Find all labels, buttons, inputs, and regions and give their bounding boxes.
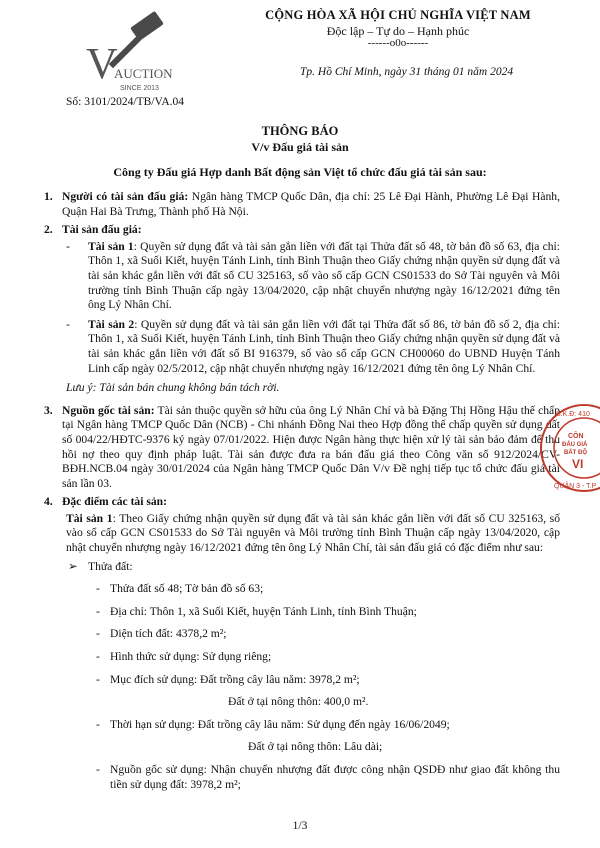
section-3-text: Tài sản thuộc quyền sở hữu của ông Lý Nhân Chí và bà Đặng Thị Hồng Hậu thế chấp tại Ngân hàng TMCP Quốc Dân (NCB) - Chi nhánh Đồng Nai theo Hợp đồng thế chấp quyền sử dụng đất số 004/22/HĐTC-9376 ký ngày 07/01/2022. Hiện được Ngân hàng thực hiện xử lý tài sản bảo đảm để thu hồi nợ theo quy định pháp luật. Tài sản được đưa ra bán đấu giá theo Công văn số 912/2024/CV-BĐH.NCB.04 ngày 30/01/2024 của Ngân hàng TMCP Quốc Dân V/v Đề nghị tiếp tục tổ chức đấu giá tài sản lần 03. (62, 403, 560, 490)
land-heading (44, 560, 560, 575)
company-seal (538, 402, 600, 494)
section-2-number: 2. (44, 223, 53, 237)
dateline: Tp. Hồ Chí Minh, ngày 31 tháng 01 năm 2024 (300, 66, 514, 78)
asset-2-label: Tài sản 2 (88, 317, 135, 331)
section-4-number: 4. (44, 495, 53, 509)
intro-label: Tài sản 1 (66, 511, 113, 525)
section-4-intro (44, 512, 560, 556)
svg-text:BẤT ĐỘ: BẤT ĐỘ (564, 450, 587, 456)
logo-mark: V (86, 39, 118, 88)
logo-since: SINCE 2013 (120, 85, 159, 92)
land-heading-text: Thửa đất: (88, 559, 133, 573)
land-item-6: - Thời hạn sử dụng: Đất trồng cây lâu năm: Sử dụng đến ngày 16/06/2049; (96, 717, 450, 731)
land-item-6-cont: Đất ở tại nông thôn: Lâu dài; (248, 740, 383, 754)
page-number: 1/3 (292, 820, 308, 832)
svg-text:CÔN: CÔN (568, 433, 584, 440)
intro-text: : Theo Giấy chứng nhận quyền sử dụng đất và tài sản khác gắn liền với đất số CU 325163, số vào sổ cấp GCN CS01533 do Sở Tài nguyên và Môi trường tỉnh Bình Thuận cấp ngày 13/04/2020, cập nhật chuyển nhượng ngày 16/12/2021 đứng tên ông Lý Nhân Chí, tài sản đấu giá có đặc điểm như sau: (66, 511, 560, 555)
land-item-7: - Nguồn gốc sử dụng: Nhận chuyển nhượng đất được công nhận QSDĐ như giao đất không thu tiền sử dụng đất: 3978,2 m²; (96, 763, 560, 791)
document-number: Số: 3101/2024/TB/VA.04 (66, 96, 184, 108)
asset-2-text: : Quyền sử dụng đất và tài sản gắn liền với đất tại Thửa đất số 86, tờ bản đồ số 2, địa chỉ: Thôn 1, xã Suối Kiết, huyện Tánh Linh, tỉnh Bình Thuận theo Giấy chứng nhận quyền sử dụng đất và tài sản khác gắn liền với đất số BI 916379, số vào sổ cấp GCN CH00060 do UBND Huyện Tánh Linh cấp ngày 02/5/2012, cập nhật chuyển nhượng ngày 16/12/2021 đứng tên ông Lý Nhân Chí. (88, 317, 560, 375)
asset-note: Lưu ý: Tài sản bán chung không bán tách rời. (66, 381, 280, 395)
land-item-5-cont: Đất ở tại nông thôn: 400,0 m². (228, 695, 369, 709)
document-body (44, 178, 560, 792)
section-2 (44, 223, 560, 238)
section-3-heading: Nguồn gốc tài sản: (62, 403, 155, 417)
doc-title: THÔNG BÁO (261, 124, 339, 138)
land-item-1: - Thửa đất số 48; Tờ bản đồ số 63; (96, 582, 264, 596)
section-1-heading: Người có tài sản đấu giá: (62, 190, 189, 203)
section-1-text: Ngân hàng TMCP Quốc Dân, địa chỉ: 25 Lê Đại Hành, Phường Lê Đại Hành, Quận Hai Bà Trưng, Thành phố Hà Nội. (62, 190, 560, 218)
lead-line: Công ty Đấu giá Hợp danh Bất động sản Việt tổ chức đấu giá tài sản sau: (113, 165, 487, 179)
section-4 (44, 495, 560, 510)
doc-subtitle: V/v Đấu giá tài sản (251, 140, 349, 154)
svg-text:ĐẤU GIÁ: ĐẤU GIÁ (562, 442, 588, 448)
section-3-number: 3. (44, 403, 53, 417)
section-3 (44, 404, 560, 492)
land-item-4: - Hình thức sử dụng: Sử dụng riêng; (96, 650, 272, 664)
section-1 (44, 190, 560, 219)
section-2-heading: Tài sản đấu giá: (62, 223, 142, 237)
national-header (248, 8, 548, 49)
arrow-icon: ➢ (68, 559, 78, 573)
section-1-number: 1. (44, 190, 53, 203)
land-item-5: - Mục đích sử dụng: Đất trồng cây lâu năm: 3978,2 m²; (96, 672, 360, 686)
land-item-2: - Địa chỉ: Thôn 1, xã Suối Kiết, huyện Tánh Linh, tỉnh Bình Thuận; (96, 604, 417, 618)
nation-title: CỘNG HÒA XÃ HỘI CHỦ NGHĨA VIỆT NAM (265, 8, 531, 22)
svg-text:S.K.Đ: 410: S.K.Đ: 410 (556, 411, 590, 418)
asset-1-text: : Quyền sử dụng đất và tài sản gắn liền với đất tại Thửa đất số 48, tờ bản đồ số 63, địa chỉ: Thôn 1, xã Suối Kiết, huyện Tánh Linh, tỉnh Bình Thuận theo Giấy chứng nhận quyền sử dụng đất và tài sản khác gắn liền với đất số CU 325163, số vào sổ cấp GCN CS01533 do Sở Tài nguyên và Môi trường tỉnh Bình Thuận cấp ngày 13/04/2020, cập nhật chuyển nhượng ngày 16/12/2021 đứng tên ông Lý Nhân Chí. (88, 239, 560, 312)
motto: Độc lập – Tự do – Hạnh phúc (326, 24, 470, 38)
land-item-3: - Diện tích đất: 4378,2 m²; (96, 627, 227, 641)
section-4-heading: Đặc điểm các tài sản: (62, 495, 167, 509)
asset-2: - Tài sản 2: Quyền sử dụng đất và tài sản gắn liền với đất tại Thửa đất số 86, tờ bản đồ số 2, địa chỉ: Thôn 1, xã Suối Kiết, huyện Tánh Linh, tỉnh Bình Thuận theo Giấy chứng nhận quyền sử dụng đất và tài sản khác gắn liền với đất số BI 916379, số vào sổ cấp GCN CH00060 do UBND Huyện Tánh Linh cấp ngày 02/5/2012, cập nhật chuyển nhượng ngày 16/12/2021 đứng tên ông Lý Nhân Chí. (66, 317, 560, 375)
asset-1: - Tài sản 1: Quyền sử dụng đất và tài sản gắn liền với đất tại Thửa đất số 48, tờ bản đồ số 63, địa chỉ: Thôn 1, xã Suối Kiết, huyện Tánh Linh, tỉnh Bình Thuận theo Giấy chứng nhận quyền sử dụng đất và tài sản khác gắn liền với đất số CU 325163, số vào sổ cấp GCN CS01533 do Sở Tài nguyên và Môi trường tỉnh Bình Thuận cấp ngày 13/04/2020, cập nhật chuyển nhượng ngày 16/12/2021 đứng tên ông Lý Nhân Chí. (66, 239, 560, 312)
svg-text:VI: VI (572, 457, 584, 471)
company-logo (70, 8, 190, 103)
asset-1-label: Tài sản 1 (88, 239, 134, 253)
motto-rule: ------o0o------ (367, 37, 429, 49)
svg-text:QUẬN 3 - T.P: QUẬN 3 - T.P (554, 483, 597, 490)
logo-brand: AUCTION (114, 66, 173, 81)
